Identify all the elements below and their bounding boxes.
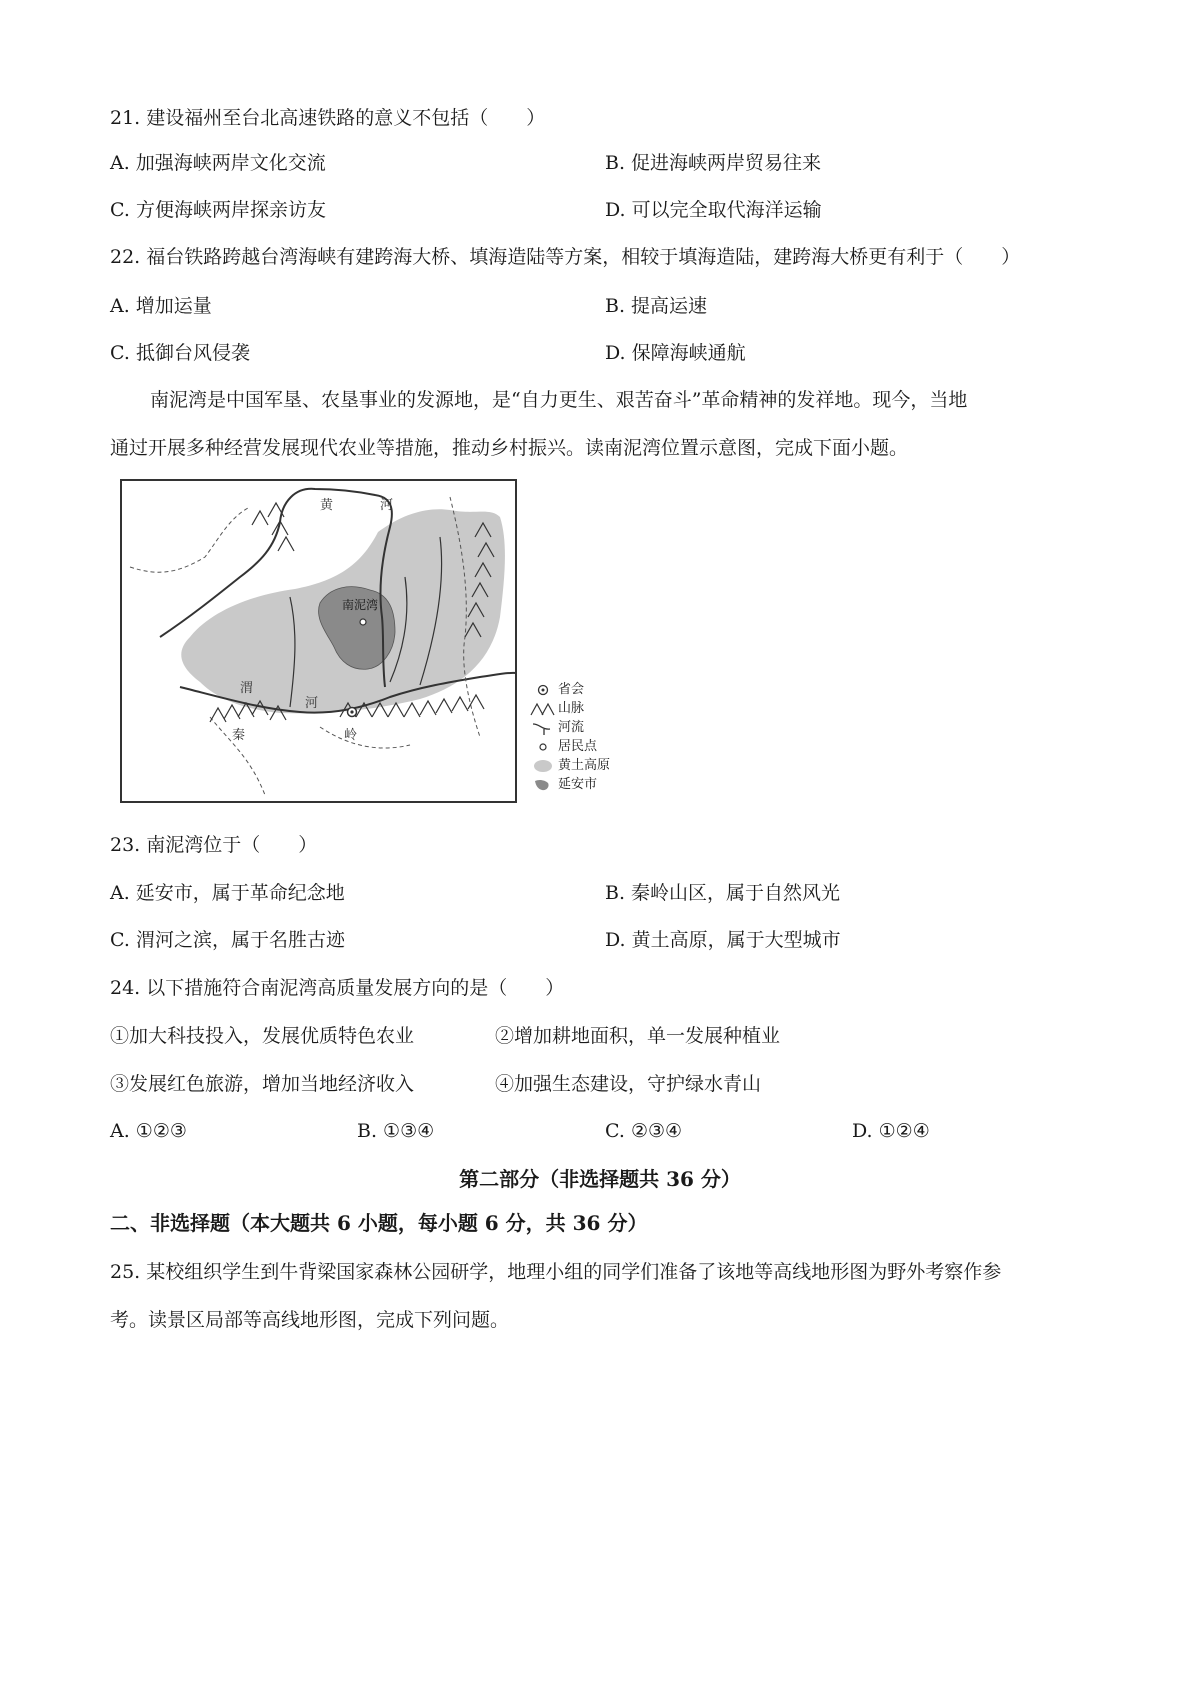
- map-label-qin: 秦: [232, 728, 246, 743]
- q22-option-b: B. 提高运速: [605, 295, 708, 317]
- legend-label-plateau: 黄土高原: [558, 758, 611, 773]
- yanan-city-icon: [530, 777, 556, 793]
- q22-option-a: A. 增加运量: [110, 295, 212, 317]
- q23-stem: 23. 南泥湾位于（ ）: [110, 834, 318, 856]
- q24-option-b: B. ①③④: [357, 1120, 435, 1142]
- passage-line-2: 通过开展多种经营发展现代农业等措施，推动乡村振兴。读南泥湾位置示意图，完成下面小题。: [110, 437, 909, 459]
- legend-label-yanan: 延安市: [558, 777, 598, 792]
- map-label-nanniwan: 南泥湾: [342, 598, 379, 612]
- q22-stem: 22. 福台铁路跨越台湾海峡有建跨海大桥、填海造陆等方案，相较于填海造陆，建跨海大桥更有利于（ ）: [110, 246, 1021, 268]
- q25-line-2: 考。读景区局部等高线地形图，完成下列问题。: [110, 1309, 510, 1331]
- map-label-huang: 黄: [320, 498, 334, 513]
- legend-label-river: 河流: [558, 720, 585, 735]
- map-legend: [530, 680, 610, 794]
- q24-item-3: ③发展红色旅游，增加当地经济收入: [110, 1073, 415, 1095]
- river-icon: [530, 720, 556, 736]
- legend-item-capital: [530, 680, 610, 699]
- provincial-capital-icon: [530, 682, 556, 698]
- map-label-he: 河: [380, 498, 394, 513]
- q24-option-d: D. ①②④: [852, 1120, 930, 1142]
- legend-label-capital: 省会: [558, 682, 585, 697]
- q24-item-2: ②增加耕地面积，单一发展种植业: [495, 1025, 781, 1047]
- q21-option-b: B. 促进海峡两岸贸易往来: [605, 152, 822, 174]
- settlement-icon: [530, 739, 556, 755]
- legend-label-mountain: 山脉: [558, 701, 585, 716]
- q22-option-d: D. 保障海峡通航: [605, 342, 746, 364]
- part2-title: 第二部分（非选择题共 36 分）: [459, 1167, 741, 1191]
- legend-item-yanan: [530, 775, 610, 794]
- province-boundary-4: [320, 727, 410, 748]
- map-label-wei-he: 河: [305, 696, 319, 711]
- part2-section-heading: 二、非选择题（本大题共 6 小题，每小题 6 分，共 36 分）: [110, 1211, 648, 1235]
- q21-option-a: A. 加强海峡两岸文化交流: [110, 152, 326, 174]
- legend-item-settlement: [530, 737, 610, 756]
- loess-plateau-icon: [530, 758, 556, 774]
- q24-item-4: ④加强生态建设，守护绿水青山: [495, 1073, 762, 1095]
- legend-item-plateau: [530, 756, 610, 775]
- q21-stem: 21. 建设福州至台北高速铁路的意义不包括（ ）: [110, 107, 546, 129]
- mountain-icon: [530, 701, 556, 717]
- q23-option-d: D. 黄土高原，属于大型城市: [605, 929, 841, 951]
- nanniwan-settlement-marker: [360, 619, 366, 625]
- q24-stem: 24. 以下措施符合南泥湾高质量发展方向的是（ ）: [110, 977, 565, 999]
- q21-option-d: D. 可以完全取代海洋运输: [605, 199, 822, 221]
- q24-option-c: C. ②③④: [605, 1120, 683, 1142]
- q23-option-a: A. 延安市，属于革命纪念地: [110, 882, 345, 904]
- q21-option-c: C. 方便海峡两岸探亲访友: [110, 199, 326, 221]
- province-boundary-1: [130, 507, 250, 572]
- q24-option-a: A. ①②③: [110, 1120, 187, 1142]
- passage-line-1: 南泥湾是中国军垦、农垦事业的发源地，是“自力更生、艰苦奋斗”革命精神的发祥地。现今，当地: [150, 389, 968, 411]
- q23-option-c: C. 渭河之滨，属于名胜古迹: [110, 929, 345, 951]
- q22-option-c: C. 抵御台风侵袭: [110, 342, 250, 364]
- q25-line-1: 25. 某校组织学生到牛背梁国家森林公园研学，地理小组的同学们准备了该地等高线地形图为野外考察作参: [110, 1261, 1002, 1283]
- map-label-wei: 渭: [240, 681, 254, 696]
- legend-item-river: [530, 718, 610, 737]
- q23-option-b: B. 秦岭山区，属于自然风光: [605, 882, 841, 904]
- legend-label-settlement: 居民点: [558, 739, 598, 754]
- map-label-ling: 岭: [344, 728, 358, 743]
- legend-item-mountain: [530, 699, 610, 718]
- q24-item-1: ①加大科技投入，发展优质特色农业: [110, 1025, 415, 1047]
